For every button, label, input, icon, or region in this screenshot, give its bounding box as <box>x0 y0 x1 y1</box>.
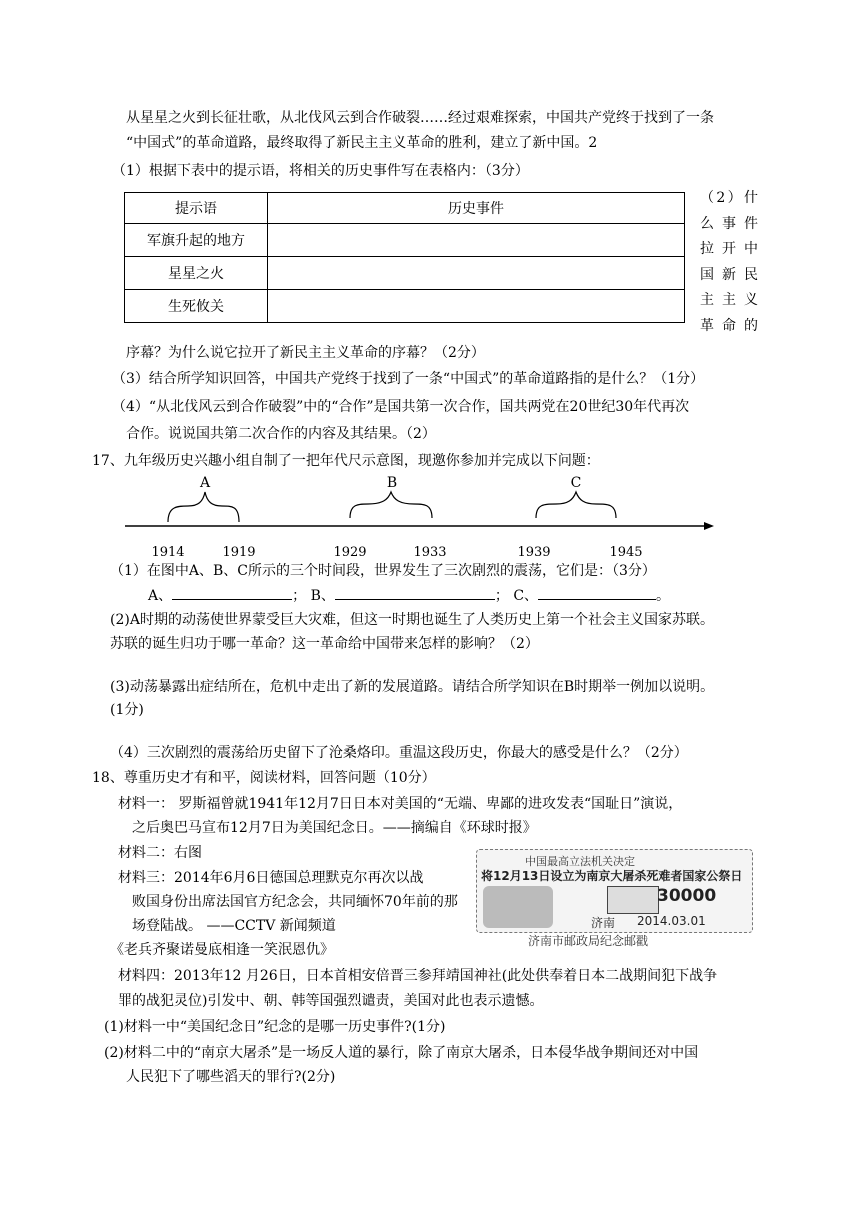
year-label: 1929 <box>333 545 367 560</box>
table-answer-cell[interactable] <box>268 290 685 323</box>
side-line: 拉开中 <box>700 241 758 257</box>
period-label-a: A <box>199 475 211 491</box>
material3-line1: 材料三：2014年6月6日德国总理默克尔再次以战 <box>118 870 424 886</box>
table-row <box>125 224 685 257</box>
table-header-hint: 提示语 <box>125 193 268 224</box>
q18-part2-line1: (2)材料二中的“南京大屠杀”是一场反人道的暴行，除了南京大屠杀，日本侵华战争期间还对中国 <box>104 1045 699 1061</box>
material3-line4: 《老兵齐聚诺曼底相逢一笑泯恩仇》 <box>110 942 334 958</box>
table-hint-cell: 军旗升起的地方 <box>125 224 268 257</box>
stamp-caption: 济南市邮政局纪念邮戳 <box>528 934 649 948</box>
material1-line1: 材料一： 罗斯福曾就1941年12月7日日本对美国的“无端、卑鄙的进攻发表“国耻日”演说， <box>118 796 683 812</box>
side-line: 革命的 <box>700 317 758 334</box>
side-line: 国新民 <box>700 266 758 283</box>
table-header-event: 历史事件 <box>268 193 685 224</box>
timeline-arrow-icon <box>704 522 714 530</box>
side-line: 主主义 <box>700 292 758 308</box>
year-label: 1919 <box>222 545 256 560</box>
blank-end: 。 <box>656 588 671 604</box>
q17-title: 17、九年级历史兴趣小组自制了一把年代尺示意图，现邀你参加并完成以下问题： <box>92 453 600 469</box>
intro-line-1: 从星星之火到长征壮歌，从北伐风云到合作破裂……经过艰难探索，中国共产党终于找到了一条 <box>126 110 714 126</box>
intro-line-2: “中国式”的革命道路，最终取得了新民主主义革命的胜利，建立了新中国。2 <box>126 135 598 151</box>
events-table <box>124 192 685 323</box>
q16-part3: （3）结合所学知识回答，中国共产党终于找到了一条“中国式”的革命道路指的是什么？（1分） <box>112 371 705 387</box>
stamp-location: 济南 <box>591 916 616 930</box>
blank-label-b: ； B、 <box>292 588 335 604</box>
q18-title: 18、尊重历史才有和平，阅读材料，回答问题（10分） <box>92 770 436 786</box>
year-label: 1933 <box>413 545 447 560</box>
q17-part1-blanks <box>148 585 670 606</box>
table-answer-cell[interactable] <box>268 257 685 290</box>
material4-line1: 材料四：2013年12 月26日，日本首相安倍晋三参拜靖国神社(此处供奉着日本二战期间犯下战争 <box>118 968 718 984</box>
q16-part2-side-text <box>700 186 758 339</box>
q17-part4: （4）三次剧烈的震荡给历史留下了沧桑烙印。重温这段历史，你最大的感受是什么？（2分） <box>110 745 688 761</box>
material4-line2: 罪的战犯灵位)引发中、朝、韩等国强烈谴责，美国对此也表示遗憾。 <box>118 993 544 1009</box>
table-row <box>125 257 685 290</box>
brace-b <box>350 492 432 518</box>
q18-part2-line2: 人民犯下了哪些滔天的罪行?(2分) <box>126 1069 336 1085</box>
period-label-b: B <box>386 475 398 491</box>
side-line: （2）什 <box>700 190 758 206</box>
stamp-value: 30000 <box>657 886 717 906</box>
side-line: 么事件 <box>700 215 758 232</box>
material1-line2: 之后奥巴马宣布12月7日为美国纪念日。——摘编自《环球时报》 <box>132 820 537 836</box>
year-label: 1945 <box>609 545 643 560</box>
blank-label-c: ； C、 <box>494 588 539 604</box>
answer-blank-b[interactable] <box>335 585 495 600</box>
material3-line2: 败国身份出席法国官方纪念会，共同缅怀70年前的那 <box>132 894 458 910</box>
q16-part1: （1）根据下表中的提示语，将相关的历史事件写在表格内：（3分） <box>112 163 529 179</box>
commemorative-postmark-image <box>476 849 753 933</box>
brace-c <box>536 492 616 518</box>
q17-part2-line2: 苏联的诞生归功于哪一革命？这一革命给中国带来怎样的影响？（2） <box>110 636 539 652</box>
q16-part4-line1: （4）“从北伐风云到合作破裂”中的“合作”是国共第一次合作，国共两党在20世纪30年代再次 <box>112 399 690 415</box>
brace-a <box>168 492 239 522</box>
stamp-face <box>607 886 659 914</box>
table-row <box>125 290 685 323</box>
timeline-diagram <box>100 470 740 565</box>
material3-line3: 场登陆战。 ——CCTV 新闻频道 <box>132 918 336 934</box>
q16-part2-continued: 序幕？为什么说它拉开了新民主主义革命的序幕？（2分） <box>126 345 485 361</box>
q17-part3-line2: (1分) <box>110 702 144 718</box>
stamp-line1: 中国最高立法机关决定 <box>525 855 635 868</box>
q17-part1: （1）在图中A、B、C所示的三个时间段，世界发生了三次剧烈的震荡，它们是：（3分） <box>110 563 656 579</box>
year-label: 1939 <box>517 545 551 560</box>
answer-blank-c[interactable] <box>538 585 656 600</box>
q16-part4-line2: 合作。说说国共第二次合作的内容及其结果。（2） <box>126 426 436 442</box>
memorial-sculpture-image <box>483 886 553 928</box>
material2: 材料二：右图 <box>118 845 202 861</box>
table-hint-cell: 星星之火 <box>125 257 268 290</box>
table-hint-cell: 生死攸关 <box>125 290 268 323</box>
q18-part1: (1)材料一中“美国纪念日”纪念的是哪一历史事件?(1分) <box>104 1019 446 1035</box>
q17-part3-line1: (3)动荡暴露出症结所在，危机中走出了新的发展道路。请结合所学知识在B时期举一例加以说明。 <box>110 679 715 695</box>
answer-blank-a[interactable] <box>172 585 292 600</box>
table-answer-cell[interactable] <box>268 224 685 257</box>
q17-part2-line1: (2)A时期的动荡使世界蒙受巨大灾难，但这一时期也诞生了人类历史上第一个社会主义国家苏联。 <box>110 612 714 628</box>
period-label-c: C <box>570 475 582 491</box>
stamp-line2: 将12月13日设立为南京大屠杀死难者国家公祭日 <box>481 869 743 883</box>
blank-label-a: A、 <box>148 588 173 604</box>
year-label: 1914 <box>151 545 185 560</box>
stamp-date: 2014.03.01 <box>637 914 706 928</box>
